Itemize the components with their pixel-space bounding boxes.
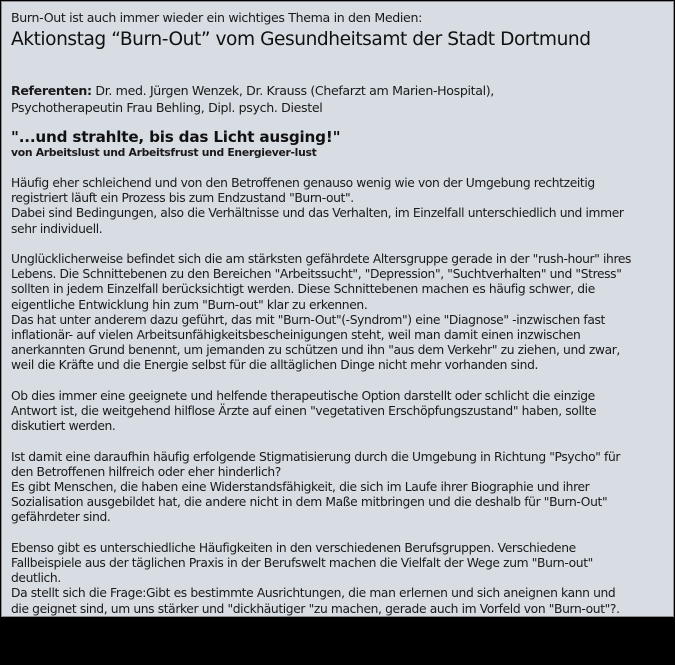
speakers-text: Dr. med. Jürgen Wenzek, Dr. Krauss (Chefarzt am Marien-Hospital), (91, 83, 494, 98)
text-line: Lebens. Die Schnittebenen zu den Bereichen "Arbeitssucht", "Depression", "Suchtverhalten" und "Stress" (11, 267, 622, 282)
text-line: registriert läuft ein Prozess bis zum Endzustand "Burn-out". (11, 191, 354, 206)
paragraph-1 (11, 176, 667, 237)
quote-subtitle: von Arbeitslust und Arbeitsfrust und Energiever-lust (11, 146, 317, 159)
text-line: Da stellt sich die Frage:Gibt es bestimmte Ausrichtungen, die man erlernen und sich aneignen kann und (11, 586, 616, 601)
article-headline: Aktionstag “Burn-Out” vom Gesundheitsamt der Stadt Dortmund (11, 29, 591, 50)
text-line: Ist damit eine daraufhin häufig erfolgende Stigmatisierung durch die Umgebung in Richtung "Psycho" für (11, 449, 621, 464)
article-body (11, 176, 667, 617)
paragraph-4 (11, 450, 667, 526)
text-line: Es gibt Menschen, die haben eine Widerstandsfähigkeit, die sich im Laufe ihrer Biographie und ihrer (11, 480, 590, 495)
text-line: den Betroffenen hilfreich oder eher hinderlich? (11, 464, 281, 479)
text-line: die geignet sind, um uns stärker und "dickhäutiger "zu machen, gerade auch im Vorfeld von "Burn-out"?. (11, 601, 620, 616)
article-panel (1, 1, 674, 617)
article-content (11, 10, 667, 632)
text-line: sehr individuell. (11, 221, 103, 236)
text-line: Unglücklicherweise befindet sich die am stärksten gefährdete Altersgruppe gerade in der "rush-hour" ihres (11, 252, 632, 266)
paragraph-5 (11, 541, 667, 617)
text-line: eigentliche Entwicklung hin zum "Burn-out" klar zu erkennen. (11, 297, 368, 312)
speakers-text-line2: Psychotherapeutin Frau Behling, Dipl. psych. Diestel (11, 100, 323, 115)
text-line: diskutiert werden. (11, 419, 116, 434)
text-line: Antwort ist, die weitgehend hilflose Ärzte auf einen "vegetativen Erschöpfungszustand" haben, sollte (11, 404, 597, 419)
article-kicker: Burn-Out ist auch immer wieder ein wichtiges Thema in den Medien: (11, 10, 422, 25)
text-line: Sozialisation ausgebildet hat, die andere nicht in dem Maße mitbringen und die deshalb für "Burn-Out" (11, 495, 608, 510)
text-line: Fallbeispiele aus der täglichen Praxis in der Berufswelt machen die Vielfalt der Wege zum "Burn-out" (11, 556, 593, 571)
speakers-block (11, 82, 667, 116)
text-line: Das hat unter anderem dazu geführt, das mit "Burn-Out"(-Syndrom") eine "Diagnose" -inzwischen fast (11, 312, 605, 327)
text-line: weil die Kräfte und die Energie selbst für die alltäglichen Dinge nicht mehr vorhanden sind. (11, 358, 539, 373)
paragraph-2 (11, 252, 667, 374)
paragraph-3 (11, 389, 667, 435)
text-line: anerkannten Grund benennt, um jemanden zu schützen und ihn "aus dem Verkehr" zu ziehen, und zwar, (11, 343, 620, 358)
text-line: inflationär- auf vielen Arbeitsunfähigkeitsbescheinigungen steht, weil man damit einen inzwischen (11, 328, 581, 343)
quote-title: "...und strahlte, bis das Licht ausging!" (11, 128, 341, 146)
text-line: Ob dies immer eine geeignete und helfende therapeutische Option darstellt oder schlicht die einzige (11, 388, 595, 403)
speakers-label: Referenten: (11, 83, 92, 98)
text-line: Ebenso gibt es unterschiedliche Häufigkeiten in den verschiedenen Berufsgruppen. Verschiedene (11, 540, 576, 555)
text-line: Häufig eher schleichend und von den Betroffenen genauso wenig wie von der Umgebung rechtzeitig (11, 176, 595, 190)
text-line: Dabei sind Bedingungen, also die Verhältnisse und das Verhalten, im Einzelfall unterschiedlich und immer (11, 206, 624, 221)
text-line: sollten in jedem Einzelfall berücksichtigt werden. Diese Schnittebenen machen es häufig schwer, die (11, 282, 595, 297)
text-line: deutlich. (11, 571, 61, 586)
text-line: gefährdeter sind. (11, 510, 111, 525)
